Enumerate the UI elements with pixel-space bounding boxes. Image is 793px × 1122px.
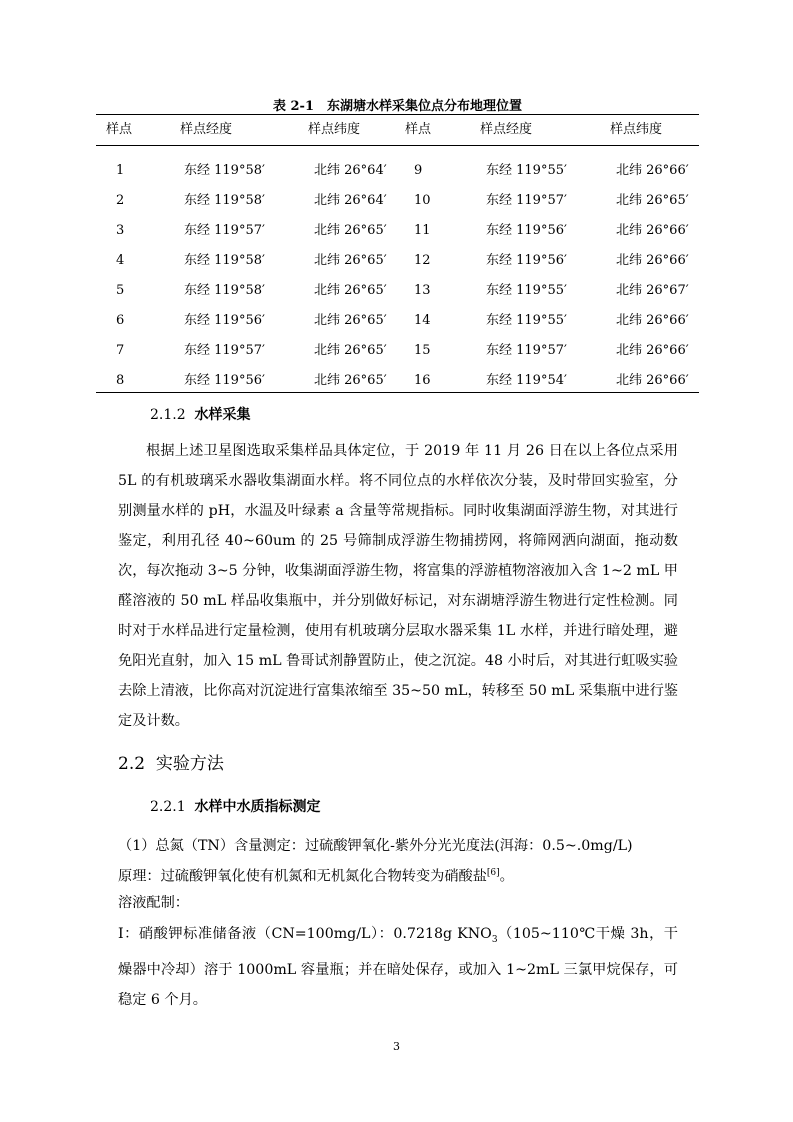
site-latitude-2: 北纬 26°66′	[616, 313, 689, 328]
site-latitude-2: 北纬 26°66′	[616, 253, 689, 268]
table-header-row	[96, 115, 699, 146]
section-number: 2.2	[118, 754, 146, 774]
sampling-sites-table	[96, 114, 699, 393]
principle-line	[118, 858, 678, 892]
site-number: 6	[116, 313, 125, 328]
site-number: 5	[116, 283, 125, 298]
site-latitude-2: 北纬 26°67′	[616, 283, 689, 298]
header-site: 样点	[106, 122, 133, 137]
citation-ref: [6]	[486, 868, 500, 878]
kno3-text-a: Ⅰ：硝酸钾标准储备液（CN=100mg/L）：0.7218g KNO	[118, 926, 492, 942]
site-number: 8	[116, 373, 125, 388]
site-longitude: 东经 119°56′	[184, 373, 265, 388]
site-number: 4	[116, 253, 125, 268]
site-number: 2	[116, 193, 125, 208]
table-row	[96, 176, 699, 206]
section-heading-2-1-2	[150, 404, 251, 424]
site-latitude: 北纬 26°65′	[314, 343, 387, 358]
section-heading-2-2-1	[150, 796, 321, 816]
section-number: 2.2.1	[150, 799, 186, 815]
site-number: 3	[116, 223, 125, 238]
site-number-2: 12	[414, 253, 431, 268]
site-latitude-2: 北纬 26°66′	[616, 163, 689, 178]
paragraph-water-sampling: 根据上述卫星图选取采集样品具体定位，于 2019 年 11 月 26 日在以上各位点采用 5L 的有机玻璃采水器收集湖面水样。将不同位点的水样依次分装，及时带回实验室，分别测量水样的 pH，水温及叶绿素 a 含量等常规指标。同时收集湖面浮游生物，对其进行鉴定，利用孔径 40~60um 的 25 号筛制成浮游生物捕捞网，将筛网洒向湖面，拖动数次，每次拖动 3~5 分钟，收集湖面浮游生物，将富集的浮游植物溶液加入含 1~2 mL 甲醛溶液的 50 mL 样品收集瓶中，并分别做好标记，对东湖塘浮游生物进行定性检测。同时对于水样品进行定量检测，使用有机玻璃分层取水器采集 1L 水样，并进行暗处理，避免阳光直射，加入 15 mL 鲁哥试剂静置防止，使之沉淀。48 小时后，对其进行虹吸实验去除上清液，比你高对沉淀进行富集浓缩至 35~50 mL，转移至 50 mL 采集瓶中进行鉴定及计数。	[118, 443, 678, 729]
site-number-2: 14	[414, 313, 431, 328]
kno3-text-b: （105~110℃干燥 3h，干燥器中冷却）溶于 1000mL 容量瓶；并在暗处保存，或加入 1~2mL 三氯甲烷保存，可稳定 6 个月。	[118, 926, 678, 1008]
site-longitude-2: 东经 119°55′	[486, 283, 567, 298]
site-latitude-2: 北纬 26°66′	[616, 343, 689, 358]
page-number: 3	[393, 1040, 400, 1053]
site-latitude: 北纬 26°64′	[314, 193, 387, 208]
site-latitude-2: 北纬 26°66′	[616, 373, 689, 388]
header-site-2: 样点	[405, 122, 432, 137]
site-longitude: 东经 119°58′	[184, 163, 265, 178]
solution-prep-label: 溶液配制：	[118, 895, 189, 911]
site-longitude: 东经 119°58′	[184, 253, 265, 268]
table-row	[96, 326, 699, 356]
site-number-2: 9	[414, 163, 423, 178]
site-number-2: 16	[414, 373, 431, 388]
site-longitude: 东经 119°56′	[184, 313, 265, 328]
site-longitude-2: 东经 119°55′	[486, 163, 567, 178]
section-title: 实验方法	[155, 754, 224, 774]
site-longitude-2: 东经 119°56′	[486, 253, 567, 268]
site-longitude-2: 东经 119°54′	[486, 373, 567, 388]
table-row	[96, 296, 699, 326]
table-row	[96, 206, 699, 236]
site-longitude: 东经 119°58′	[184, 283, 265, 298]
site-number-2: 11	[414, 223, 431, 238]
header-latitude-2: 样点纬度	[610, 122, 663, 137]
site-latitude-2: 北纬 26°65′	[616, 193, 689, 208]
table-row	[96, 236, 699, 266]
site-longitude: 东经 119°58′	[184, 193, 265, 208]
site-longitude-2: 东经 119°57′	[486, 193, 567, 208]
site-latitude: 北纬 26°65′	[314, 373, 387, 388]
table-row	[96, 266, 699, 296]
principle-text: 原理：过硫酸钾氧化使有机氮和无机氮化合物转变为硝酸盐	[118, 868, 487, 885]
table-row	[96, 146, 699, 176]
header-latitude: 样点纬度	[308, 122, 361, 137]
site-number: 1	[116, 163, 125, 178]
site-latitude: 北纬 26°65′	[314, 283, 387, 298]
site-latitude: 北纬 26°64′	[314, 163, 387, 178]
site-latitude: 北纬 26°65′	[314, 253, 387, 268]
section-heading-2-2	[118, 749, 224, 774]
site-number-2: 13	[414, 283, 431, 298]
paragraph-kno3-standard	[118, 919, 678, 1015]
header-longitude-2: 样点经度	[480, 122, 533, 137]
section-number: 2.1.2	[150, 407, 186, 423]
site-longitude: 东经 119°57′	[184, 223, 265, 238]
section-title: 水样中水质指标测定	[194, 799, 321, 815]
site-latitude-2: 北纬 26°66′	[616, 223, 689, 238]
site-number-2: 10	[414, 193, 431, 208]
site-longitude-2: 东经 119°56′	[486, 223, 567, 238]
site-latitude: 北纬 26°65′	[314, 223, 387, 238]
site-number: 7	[116, 343, 125, 358]
section-title: 水样采集	[194, 407, 251, 423]
site-longitude: 东经 119°57′	[184, 343, 265, 358]
site-longitude-2: 东经 119°55′	[486, 313, 567, 328]
site-latitude: 北纬 26°65′	[314, 313, 387, 328]
principle-end: 。	[499, 868, 514, 885]
table-row	[96, 356, 699, 386]
header-longitude: 样点经度	[180, 122, 233, 137]
site-number-2: 15	[414, 343, 431, 358]
tn-method-line: （1）总氮（TN）含量测定：过硫酸钾氧化-紫外分光光度法(洱海：0.5~.0mg/L)	[118, 838, 633, 854]
site-longitude-2: 东经 119°57′	[486, 343, 567, 358]
table-caption: 表 2-1 东湖塘水样采集位点分布地理位置	[272, 99, 522, 114]
kno3-subscript: 3	[491, 934, 498, 945]
table-body	[96, 146, 699, 392]
